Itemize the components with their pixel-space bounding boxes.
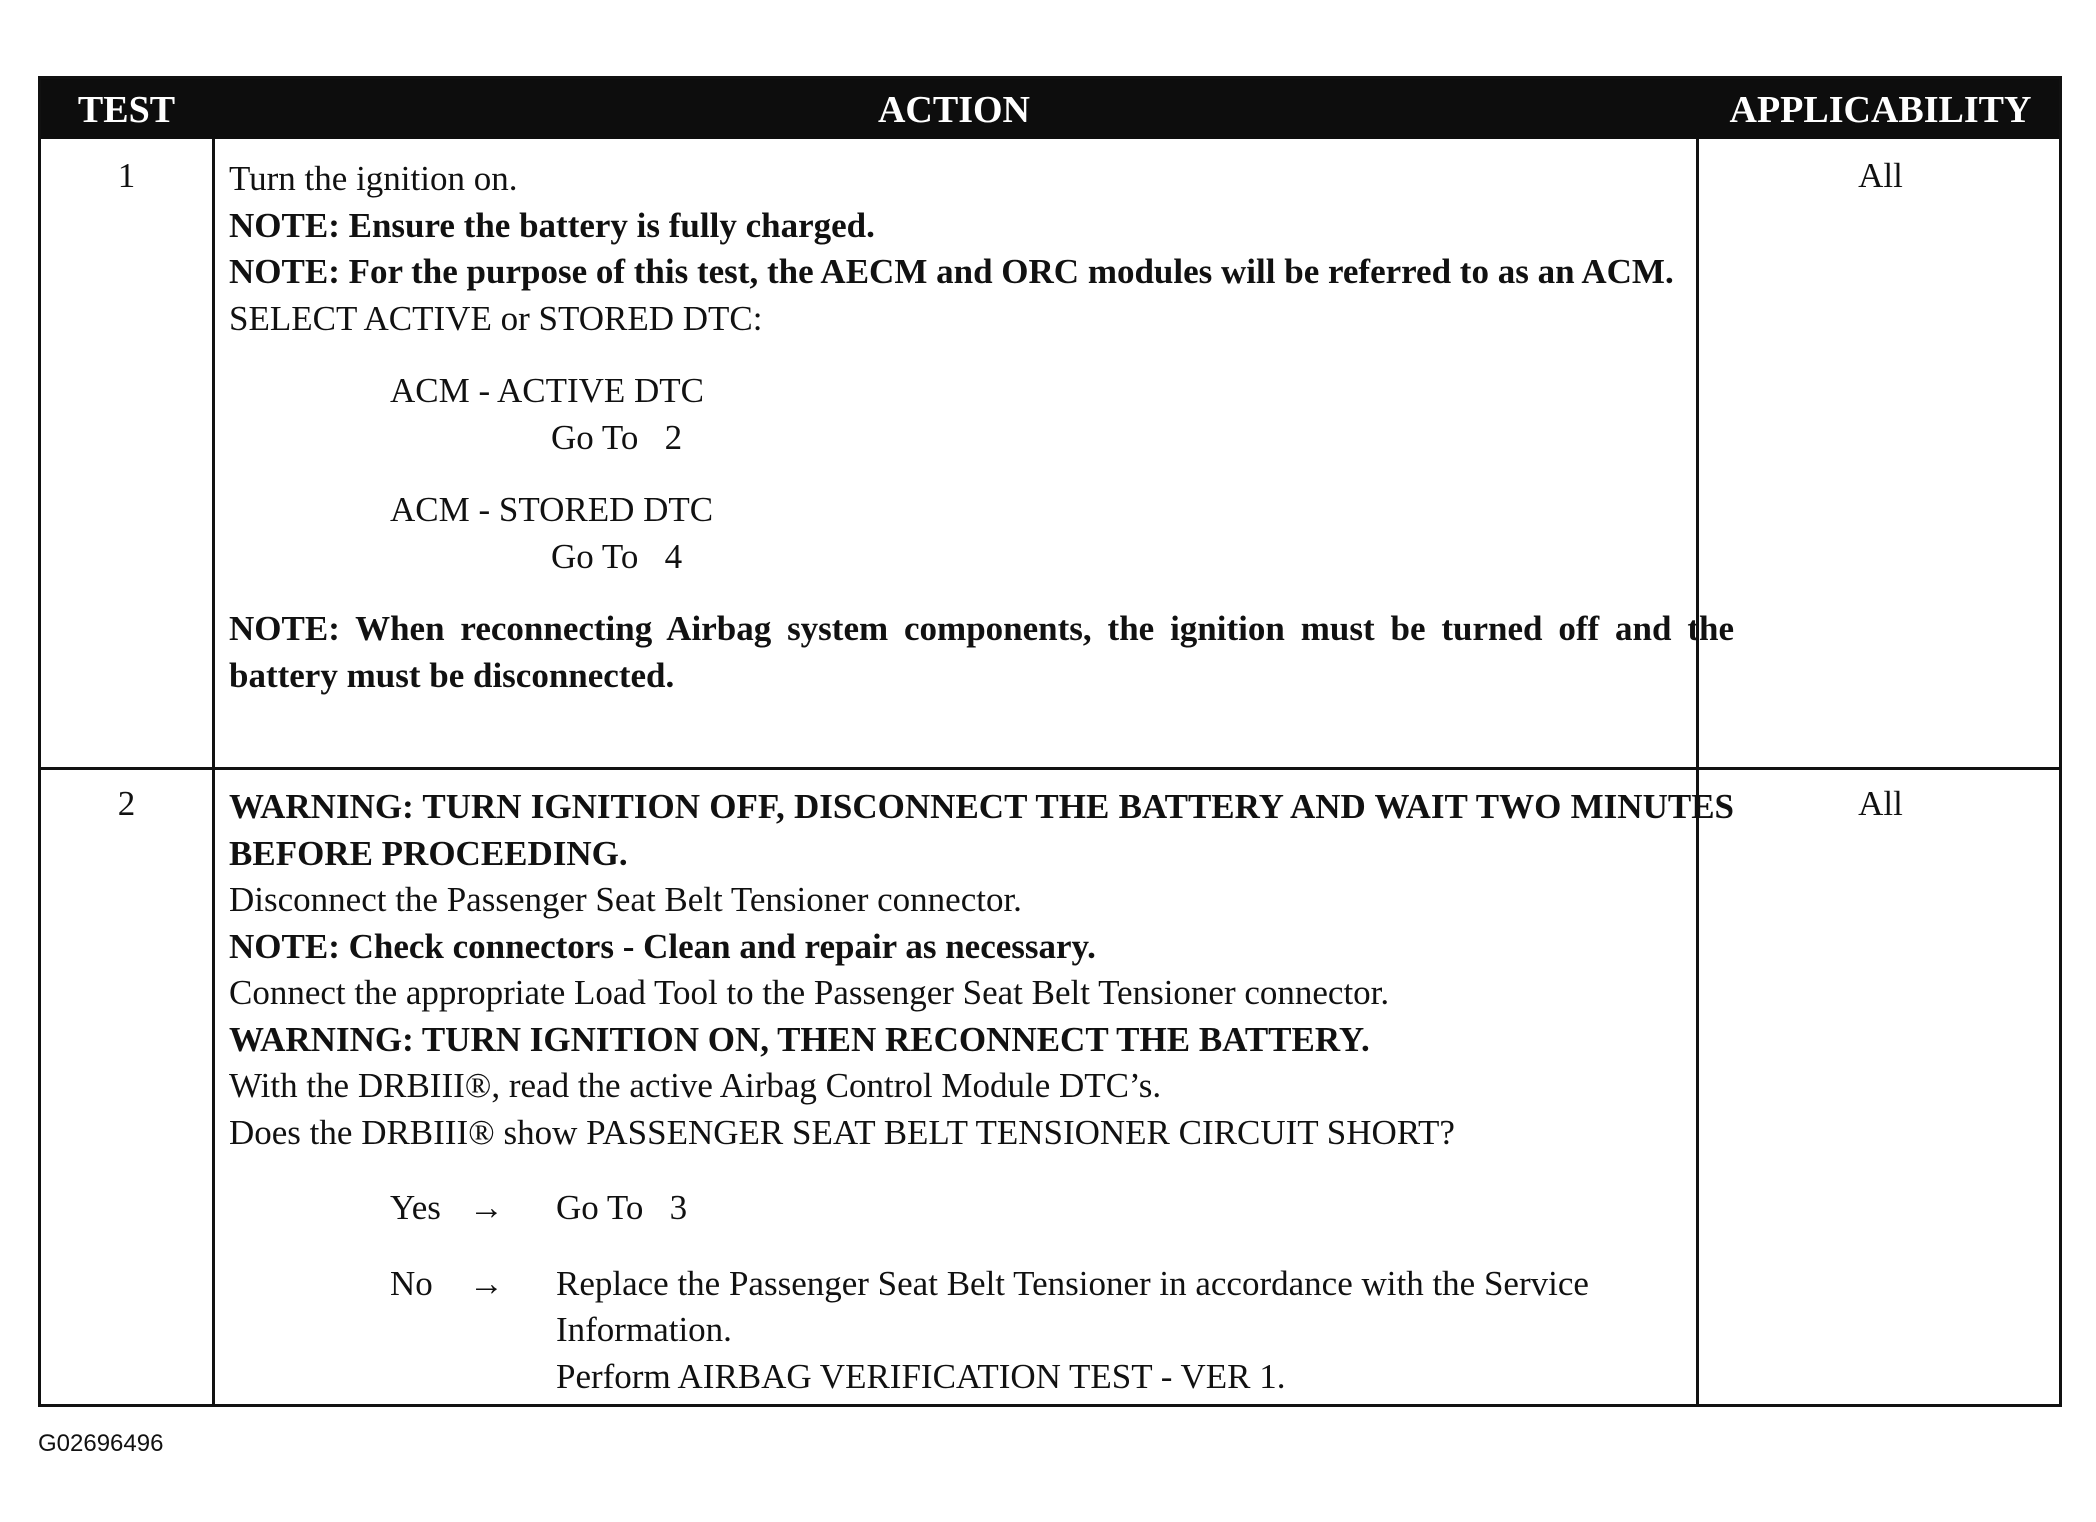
action-text: Turn the ignition on. (229, 159, 518, 198)
action-warning: WARNING: TURN IGNITION OFF, DISCONNECT THE BATTERY AND WAIT TWO MINUTES BEFORE PROCEEDING. (229, 787, 1734, 873)
answer-label: Yes (390, 1188, 441, 1227)
arrow-icon: → (469, 1188, 504, 1227)
row-1-applicability: All (1858, 156, 1903, 195)
answer-no (229, 1261, 1734, 1401)
answer-text: Go To 3 (556, 1188, 688, 1227)
choice-label: ACM - ACTIVE DTC (390, 371, 705, 410)
row-2-test-number: 2 (117, 784, 136, 823)
row-2-applicability: All (1858, 784, 1903, 823)
action-text: With the DRBIII®, read the active Airbag Control Module DTC’s. (229, 1066, 1162, 1105)
row-divider (41, 767, 2059, 770)
answer-text: Replace the Passenger Seat Belt Tensioner in accordance with the Service Information. (556, 1263, 1589, 1349)
action-note: NOTE: When reconnecting Airbag system components, the ignition must be turned off and the battery must be disconnected. (229, 609, 1734, 695)
test-table (38, 76, 2062, 1407)
arrow-icon: → (469, 1263, 504, 1303)
header-test: TEST (77, 89, 176, 131)
column-divider (212, 139, 215, 1407)
choice-label: ACM - STORED DTC (390, 490, 714, 529)
action-note: NOTE: Check connectors - Clean and repair as necessary. (229, 926, 1096, 966)
answer-label: No (390, 1263, 433, 1303)
row-1-test-number: 1 (117, 156, 136, 195)
row-2-action (229, 784, 1734, 1400)
choice-goto: Go To 4 (551, 536, 683, 576)
action-text: Does the DRBIII® show PASSENGER SEAT BELT TENSIONER CIRCUIT SHORT? (229, 1112, 1455, 1152)
action-warning: WARNING: TURN IGNITION ON, THEN RECONNECT THE BATTERY. (229, 1019, 1370, 1059)
header-action: ACTION (877, 89, 1031, 131)
choice-goto: Go To 2 (551, 417, 683, 457)
figure-id: G02696496 (38, 1430, 164, 1457)
action-text: SELECT ACTIVE or STORED DTC: (229, 298, 763, 338)
action-text: Disconnect the Passenger Seat Belt Tensioner connector. (229, 880, 1022, 919)
table-header (41, 79, 2059, 139)
header-applicability: APPLICABILITY (1729, 89, 2032, 131)
action-text: Connect the appropriate Load Tool to the Passenger Seat Belt Tensioner connector. (229, 973, 1390, 1012)
action-note: NOTE: For the purpose of this test, the AECM and ORC modules will be referred to as an ACM. (229, 252, 1674, 291)
answer-yes (229, 1185, 1734, 1232)
row-1-action (229, 156, 1734, 699)
action-note: NOTE: Ensure the battery is fully charged. (229, 205, 875, 245)
answer-text: Perform AIRBAG VERIFICATION TEST - VER 1. (556, 1356, 1286, 1396)
